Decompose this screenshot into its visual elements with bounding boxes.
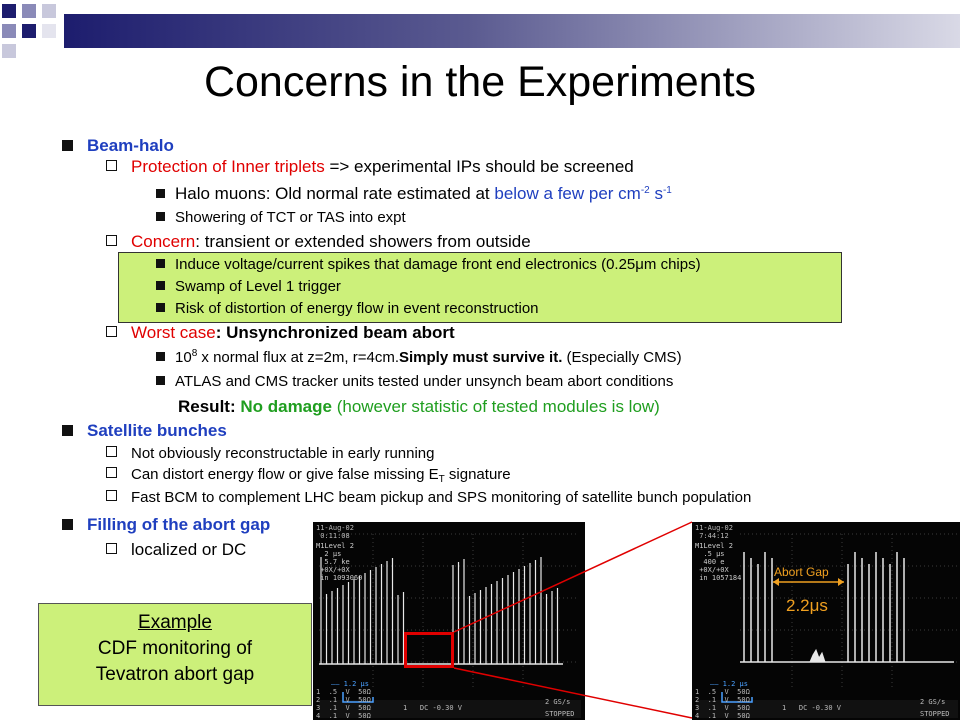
scope-measurement: M1Level 2 2 μs 5.7 ke +0X/+0X in 1093060 [316, 542, 363, 582]
scope-sample-rate: 2 GS/s [920, 698, 946, 706]
scope-sample-rate: 2 GS/s [545, 698, 571, 706]
bullet-can-distort: Can distort energy flow or give false missing $E_T$ signature [106, 466, 511, 485]
scope-trigger: 1 DC -0.30 V [403, 704, 463, 712]
scope-timebase: —— 1.2 μs [331, 680, 369, 688]
bullet-not-obvious: Not obviously reconstructable in early running [106, 445, 435, 462]
scope-timestamp: 11-Aug-02 7:44:12 [695, 524, 733, 540]
bullet-protection: Protection of Inner triplets => experimental IPs should be screened [106, 157, 634, 177]
bullet-beam-halo: Beam-halo [62, 136, 174, 156]
result-line: Result: No damage (however statistic of tested modules is low) [178, 397, 660, 416]
scope-timestamp: 11-Aug-02 0:11:08 [316, 524, 354, 540]
scope-channel-settings: 1 .5 V 50Ω 2 .1 V 50Ω 3 .1 V 50Ω 4 .1 V 50Ω [695, 688, 750, 720]
example-line: CDF monitoring of [97, 638, 253, 659]
page-title: Concerns in the Experiments [203, 58, 757, 106]
bullet-induce: Induce voltage/current spikes that damage front end electronics (0.25μm chips) [156, 256, 701, 273]
example-heading: Example [138, 612, 212, 633]
bullet-filling: Filling of the abort gap [62, 515, 270, 535]
scope-channel-settings: 1 .5 V 50Ω 2 .1 V 50Ω 3 .1 V 50Ω 4 .1 V 50Ω [316, 688, 371, 720]
abort-gap-label: Abort Gap [774, 565, 829, 579]
example-line: Tevatron abort gap [95, 664, 255, 685]
bullet-halo-muons: Halo muons: Old normal rate estimated at below a few per $cm^{-2}$ $s^{-1}$ [156, 184, 672, 204]
bullet-worst-case: Worst case: Unsynchronized beam abort [106, 323, 455, 343]
bullet-showering: Showering of TCT or TAS into expt [156, 209, 406, 226]
bullet-swamp: Swamp of Level 1 trigger [156, 278, 341, 295]
bullet-concern: Concern: transient or extended showers from outside [106, 232, 531, 252]
bullet-flux: $10^8$ x normal flux at z=2m, r=4cm.Simply must survive it. (Especially CMS) [156, 348, 682, 366]
bullet-satellite: Satellite bunches [62, 421, 227, 441]
bullet-risk: Risk of distortion of energy flow in event reconstruction [156, 300, 539, 317]
scope-status: STOPPED [920, 710, 950, 718]
bullet-atlas: ATLAS and CMS tracker units tested under unsynch beam abort conditions [156, 373, 673, 390]
scope-measurement: M1Level 2 .5 μs 400 e +0X/+0X in 1057184 [695, 542, 742, 582]
bullet-fast-bcm: Fast BCM to complement LHC beam pickup and SPS monitoring of satellite bunch population [106, 489, 751, 506]
scope-timebase: —— 1.2 μs [710, 680, 748, 688]
scope-status: STOPPED [545, 710, 575, 718]
abort-gap-value: 2.2μs [786, 596, 828, 615]
bullet-localized: localized or DC [106, 540, 246, 560]
scope-trigger: 1 DC -0.30 V [782, 704, 842, 712]
